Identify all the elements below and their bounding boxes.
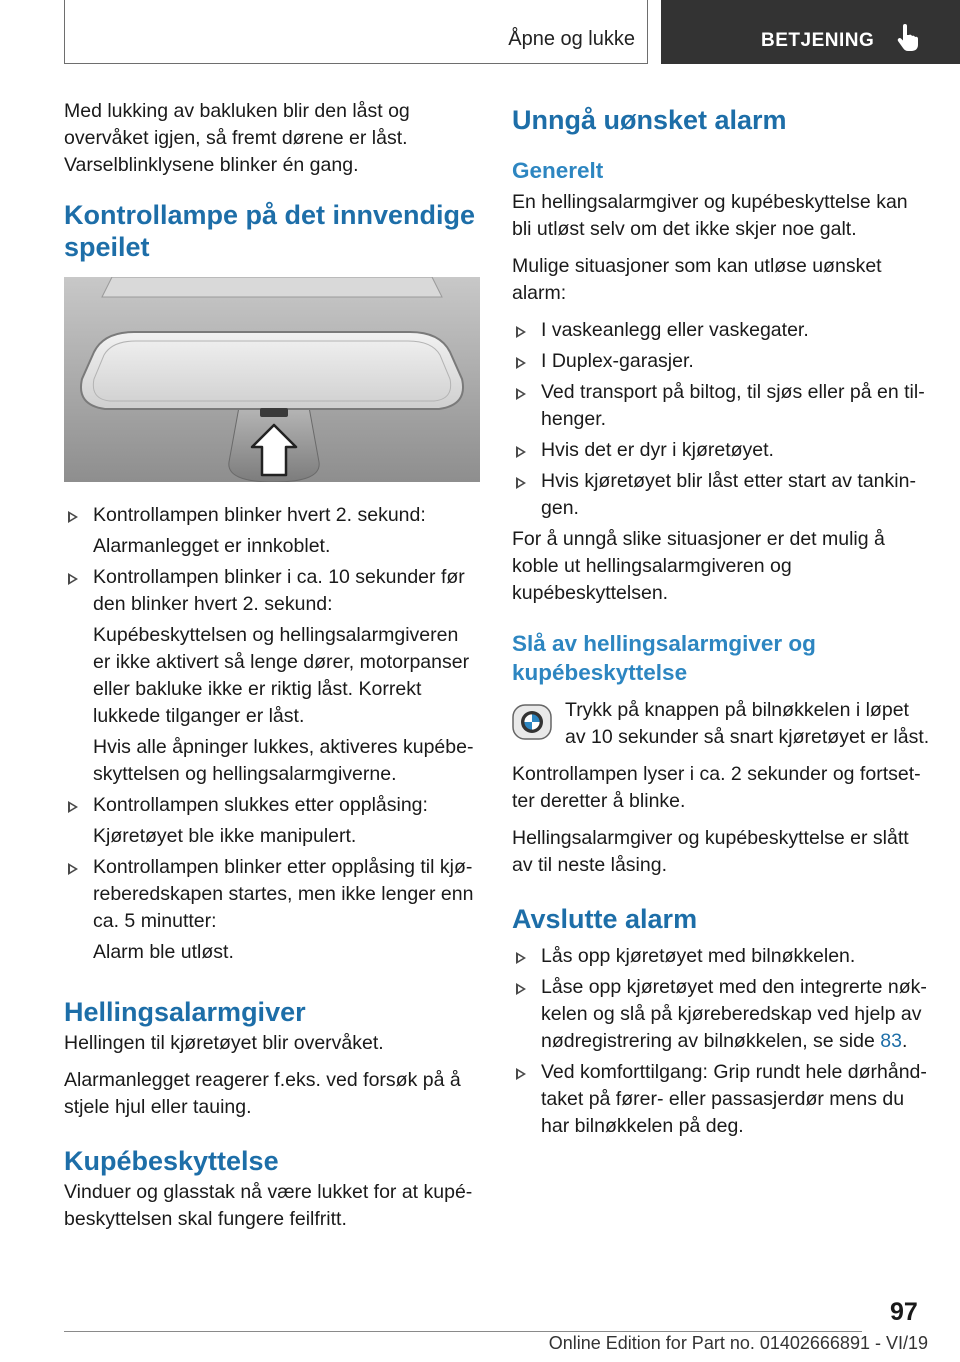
heading-sla-av-line1: Slå av hellingsalarmgiver og	[512, 631, 816, 656]
sla-av-paragraph-3: Hellingsalarmgiver og kupébeskyttelse er slått av til neste låsing.	[512, 827, 909, 876]
list-item	[512, 974, 932, 1055]
triangle-bullet-icon	[516, 388, 526, 400]
header-chapter-title: BETJENING	[761, 30, 875, 51]
triangle-bullet-icon	[516, 952, 526, 964]
list-item	[64, 502, 480, 560]
list-item	[512, 1059, 932, 1140]
kupe-paragraph-1: Vinduer og glasstak nå være lukket for at kupébeskyttelsen skal fungere feilfritt.	[64, 1181, 473, 1230]
list-item	[64, 854, 480, 966]
heading-unnga-alarm: Unngå uønsket alarm	[512, 105, 787, 135]
key-instruction	[512, 697, 932, 751]
list-item-sub: Kupébeskyttelsen og hellingsalarmgiveren er ikke aktivert så lenge dører, motorpanser eller bakluke ikke er riktig låst. Korrekt lukkede tilganger er låst.	[93, 624, 470, 727]
list-item-text: Kontrollampen slukkes etter opplåsing:	[93, 794, 428, 816]
heading-hellingsalarmgiver: Hellingsalarmgiver	[64, 997, 306, 1027]
avslutte-list	[512, 943, 932, 1140]
left-column	[64, 98, 480, 1243]
heading-sla-av	[512, 629, 932, 687]
helling-paragraph-1: Hellingen til kjøretøyet blir overvåket.	[64, 1032, 384, 1054]
list-item	[512, 943, 932, 970]
generelt-paragraph-2: Mulige situasjoner som kan utløse uønsket alarm:	[512, 255, 882, 304]
list-item-sub: Alarmanlegget er innkoblet.	[93, 535, 331, 557]
heading-kupebeskyttelse: Kupébeskyttelse	[64, 1146, 279, 1176]
triangle-bullet-icon	[68, 511, 78, 523]
list-item-sub: Alarm ble utløst.	[93, 941, 234, 963]
list-item-text: Låse opp kjøretøyet med den integrerte nøkkelen og slå på kjøreberedskap ved hjelp av nødregistrering av bilnøkkelen, se side	[541, 976, 927, 1052]
generelt-paragraph-3: For å unngå slike situasjoner er det mulig å koble ut hellingsalarmgiveren og kupébeskyttelsen.	[512, 528, 885, 604]
heading-sla-av-line2: kupébeskyttelse	[512, 660, 688, 685]
triangle-bullet-icon	[516, 446, 526, 458]
triangle-bullet-icon	[68, 801, 78, 813]
intro-paragraph: Med lukking av bakluken blir den låst og overvåket igjen, så fremt dørene er låst. Varselblinklysene blinker én gang.	[64, 100, 410, 176]
list-item	[64, 792, 480, 850]
list-item-text: Hvis det er dyr i kjøretøyet.	[541, 439, 774, 461]
triangle-bullet-icon	[516, 983, 526, 995]
heading-kontrollampe-line2: speilet	[64, 232, 150, 262]
helling-paragraph-2: Alarmanlegget reagerer f.eks. ved forsøk på å stjele hjul eller tauing.	[64, 1069, 461, 1118]
generelt-paragraph-1: En hellingsalarmgiver og kupébeskyttelse kan bli utløst selv om det ikke skjer noe galt.	[512, 191, 908, 240]
triangle-bullet-icon	[68, 573, 78, 585]
list-item-text: Lås opp kjøretøyet med bilnøkkelen.	[541, 945, 856, 967]
heading-generelt: Generelt	[512, 158, 604, 183]
triangle-bullet-icon	[516, 1068, 526, 1080]
pointing-hand-icon	[897, 24, 919, 52]
header-chapter-box	[661, 0, 960, 64]
list-item-text: Hvis kjøretøyet blir låst etter start av tankingen.	[541, 470, 916, 519]
right-column	[512, 98, 932, 1144]
triangle-bullet-icon	[516, 326, 526, 338]
kontrollampe-list	[64, 502, 480, 966]
triangle-bullet-icon	[516, 357, 526, 369]
list-item-text: Ved komforttilgang: Grip rundt hele dørhåndtaket på fører- eller passasjerdør mens du har bilnøkkelen på deg.	[541, 1061, 927, 1137]
list-item	[512, 437, 932, 464]
sla-av-paragraph-2: Kontrollampen lyser i ca. 2 sekunder og fortsetter deretter å blinke.	[512, 763, 921, 812]
triangle-bullet-icon	[68, 863, 78, 875]
list-item	[512, 468, 932, 522]
triangle-bullet-icon	[516, 477, 526, 489]
key-instruction-text: Trykk på knappen på bilnøkkelen i løpet av 10 sekunder så snart kjøretøyet er låst.	[565, 699, 930, 748]
list-item-text: Kontrollampen blinker hvert 2. sekund:	[93, 504, 426, 526]
list-item-text: I Duplex-garasjer.	[541, 350, 694, 372]
list-item-text: I vaskeanlegg eller vaskegater.	[541, 319, 809, 341]
header-section-title: Åpne og lukke	[508, 28, 635, 50]
header-section-box	[64, 0, 648, 64]
list-item-end: .	[901, 1030, 908, 1052]
list-item	[512, 317, 932, 344]
interior-mirror-illustration	[64, 277, 480, 482]
list-item	[512, 379, 932, 433]
list-item-sub: Hvis alle åpninger lukkes, aktiveres kupébeskyttelsen og hellingsalarmgiverne.	[93, 736, 474, 785]
page-number: 97	[890, 1298, 918, 1326]
list-item	[512, 348, 932, 375]
list-item-text: Kontrollampen blinker i ca. 10 sekunder før den blinker hvert 2. sekund:	[93, 566, 465, 615]
list-item-sub: Kjøretøyet ble ikke manipulert.	[93, 825, 357, 847]
list-item-text: Kontrollampen blinker etter opplåsing til kjøreberedskapen startes, men ikke lenger enn ca. 5 minutter:	[93, 856, 474, 932]
list-item-text: Ved transport på biltog, til sjøs eller på en tilhenger.	[541, 381, 925, 430]
footer-divider	[64, 1331, 862, 1332]
heading-avslutte-alarm: Avslutte alarm	[512, 904, 698, 934]
heading-kontrollampe	[64, 199, 480, 263]
heading-kontrollampe-line1: Kontrollampe på det innvendige	[64, 200, 476, 230]
bmw-key-icon	[512, 702, 552, 742]
page-reference-link[interactable]: 83	[880, 1030, 902, 1052]
situations-list	[512, 317, 932, 522]
footer-edition: Online Edition for Part no. 01402666891 - VI/19	[548, 1333, 928, 1353]
list-item	[64, 564, 480, 788]
